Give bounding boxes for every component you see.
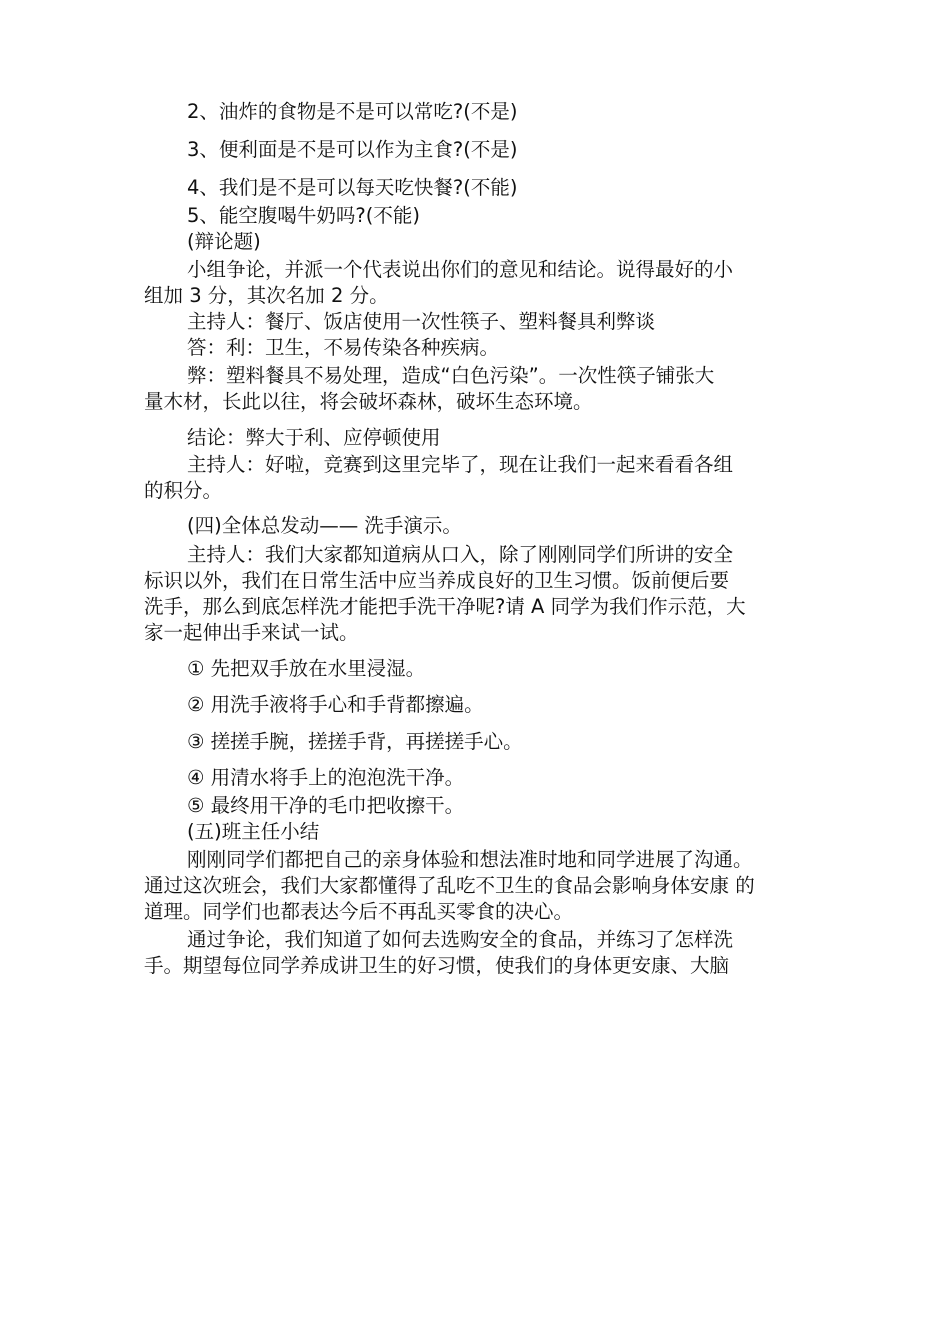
handwash-step: ③ 搓搓手腕，搓搓手背，再搓搓手心。 xyxy=(187,730,523,753)
handwash-step: ① 先把双手放在水里浸湿。 xyxy=(187,657,426,680)
debate-host-line-2: 的积分。 xyxy=(144,479,223,502)
debate-topic: 主持人：餐厅、饭店使用一次性筷子、塑料餐具利弊谈 xyxy=(187,310,656,333)
summary-heading: (五)班主任小结 xyxy=(187,820,320,843)
summary-p1-line-3: 道理。同学们也都表达今后不再乱买零食的决心。 xyxy=(144,900,574,923)
quiz-question-5: 5、能空腹喝牛奶吗?(不能) xyxy=(187,204,420,227)
handwash-step: ② 用洗手液将手心和手背都擦遍。 xyxy=(187,693,484,716)
debate-con-line-1: 弊：塑料餐具不易处理，造成“白色污染”。一次性筷子铺张大 xyxy=(187,364,715,387)
debate-host-line-1: 主持人：好啦，竞赛到这里完毕了，现在让我们一起来看看各组 xyxy=(187,453,734,476)
quiz-question-4: 4、我们是不是可以每天吃快餐?(不能) xyxy=(187,176,518,199)
handwash-intro-line-4: 家一起伸出手来试一试。 xyxy=(144,621,359,644)
summary-p1-line-2: 通过这次班会，我们大家都懂得了乱吃不卫生的食品会影响身体安康 的 xyxy=(144,874,755,897)
debate-heading: (辩论题) xyxy=(187,230,261,253)
summary-p1-line-1: 刚刚同学们都把自己的亲身体验和想法准时地和同学进展了沟通。 xyxy=(187,848,753,871)
summary-p2-line-1: 通过争论，我们知道了如何去选购安全的食品，并练习了怎样洗 xyxy=(187,928,734,951)
summary-p2-line-2: 手。期望每位同学养成讲卫生的好习惯，使我们的身体更安康、大脑 xyxy=(144,954,730,977)
debate-conclusion: 结论：弊大于利、应停顿使用 xyxy=(187,426,441,449)
handwash-heading: (四)全体总发动—— 洗手演示。 xyxy=(187,514,462,537)
quiz-question-2: 2、油炸的食物是不是可以常吃?(不是) xyxy=(187,100,518,123)
quiz-question-3: 3、便利面是不是可以作为主食?(不是) xyxy=(187,138,518,161)
handwash-intro-line-1: 主持人：我们大家都知道病从口入，除了刚刚同学们所讲的安全 xyxy=(187,543,734,566)
handwash-step: ⑤ 最终用干净的毛巾把收擦干。 xyxy=(187,794,465,817)
handwash-intro-line-2: 标识以外，我们在日常生活中应当养成良好的卫生习惯。饭前便后要 xyxy=(144,569,730,592)
handwash-intro-line-3: 洗手，那么到底怎样洗才能把手洗干净呢?请 A 同学为我们作示范，大 xyxy=(144,595,746,618)
debate-con-line-2: 量木材，长此以往，将会破坏森林，破坏生态环境。 xyxy=(144,390,593,413)
debate-intro-line-2: 组加 3 分，其次名加 2 分。 xyxy=(144,284,389,307)
handwash-step: ④ 用清水将手上的泡泡洗干净。 xyxy=(187,766,465,789)
debate-answer-pro: 答：利：卫生，不易传染各种疾病。 xyxy=(187,336,500,359)
debate-intro-line-1: 小组争论，并派一个代表说出你们的意见和结论。说得最好的小 xyxy=(187,258,734,281)
